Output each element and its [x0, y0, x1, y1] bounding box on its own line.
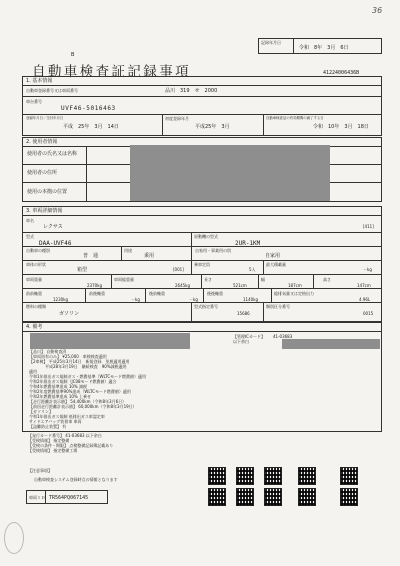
base-location-label: 使用の本拠の位置: [27, 189, 68, 195]
card-number-value: 41-03683: [273, 334, 293, 339]
make-value: レクサス: [43, 224, 63, 230]
fuel-label: 燃料の種類: [26, 304, 46, 309]
remark-line: 【ガソリン】: [29, 409, 53, 414]
expiry-value: 令和 10年 3月 18日: [313, 124, 369, 130]
section-4-title: 4. 備考: [26, 324, 43, 330]
qr-code-icon: [208, 467, 226, 485]
private-label: 自家用・事業用の別: [195, 248, 231, 253]
page-title: 自動車検査証記録事項: [32, 64, 191, 80]
model-label: 型式: [26, 234, 34, 239]
remark-line: 令和2年燃費基準達成 10% 上乗せ: [29, 394, 91, 399]
remark-line: 令和2年度燃費基準90%達成（WLTCモード燃費値）適用: [29, 389, 131, 394]
expiry-label: 自動車検査証の有効期間の満了する日: [266, 116, 324, 120]
front-axle-label: 前前軸重: [26, 291, 42, 296]
vin-value: UVF46-5016463: [61, 105, 116, 112]
remark-line: 【受検情報】 指定整備工場: [28, 448, 78, 453]
remark-line: 令和2年排出ガス規制（JC08モード燃費値）適合: [29, 379, 117, 384]
height-label: 高さ: [323, 277, 331, 282]
vehicle-id-box: [26, 490, 108, 504]
displacement-label: 総排気量又は定格出力: [274, 291, 314, 296]
redacted-user-info: [130, 145, 330, 201]
section-vehicle-detail: [22, 206, 382, 322]
record-date-box: [258, 38, 382, 54]
remarks-list-continued: [28, 433, 113, 453]
remark-line: 適用: [29, 369, 37, 374]
first-reg2-value: 平成25年 3月: [195, 124, 230, 130]
first-reg-label: 登録年月日／交付年月日: [26, 116, 64, 120]
rear-front-label: 後前軸重: [149, 291, 165, 296]
notes-title: 【注意事項】: [28, 468, 52, 473]
gross-value: 2645kg: [175, 283, 191, 288]
make-label: 車名: [26, 218, 34, 223]
qr-code-icon: [264, 488, 282, 506]
card-number-note: 以下余白: [233, 339, 249, 344]
redacted-remark-right: [282, 339, 380, 349]
reg-number-label: 自動車登録番号又は車両番号: [26, 88, 78, 93]
fuel-value: ガソリン: [59, 311, 80, 317]
body-value: 箱型: [77, 267, 88, 273]
qr-code-icon: [340, 467, 358, 485]
section-2-title: 2. 使用者情報: [26, 139, 58, 145]
remark-line: 令和4年燃費基準達成 10% 減税: [29, 384, 87, 389]
remark-line: 【受検の条件・期限】 点検整備記録簿記載あり: [28, 443, 114, 448]
remark-line: 【車両固有のみ】 ¥25,000 車検検査適用: [29, 354, 107, 359]
title-mark: B: [71, 52, 75, 58]
rear-front-value: －kg: [189, 297, 198, 302]
record-date-label: 記録年月日: [261, 40, 281, 45]
category-label: 類別区分番号: [266, 304, 290, 309]
qr-code-icon: [236, 467, 254, 485]
width-value: 187cm: [288, 283, 302, 288]
punch-hole-mark: [4, 522, 24, 554]
card-number-label: 【管理ICカード】: [233, 334, 265, 339]
use-value: 乗用: [144, 253, 155, 259]
category-value: 0015: [363, 311, 374, 316]
notes-text: 自動車検査システム登録時点の情報となります: [34, 477, 118, 482]
first-reg2-label: 初度登録年月: [165, 116, 189, 121]
remark-line: 【盗難防止装置】 有: [29, 424, 67, 429]
vin-label: 車台番号: [26, 99, 42, 104]
user-name-label: 使用者の氏名又は名称: [27, 151, 78, 157]
remark-line: 【前回走行距離計表示値】 60,000km（令和8年3月19日）: [29, 404, 137, 409]
type-no-label: 型式指定番号: [194, 304, 218, 309]
qr-code-icon: [208, 488, 226, 506]
qr-code-icon: [298, 467, 316, 485]
length-label: 長さ: [204, 277, 212, 282]
max-load-label: 最大積載量: [266, 262, 286, 267]
doc-number: 41224006436B: [323, 70, 360, 76]
qr-code-icon: [264, 467, 282, 485]
use-label: 用途: [124, 248, 132, 253]
reg-number-value: 品川 319 せ 2000: [165, 88, 218, 94]
kind-label: 自動車の種別: [26, 248, 50, 253]
remark-line: 【2車検】 平成25年3月14日 新規登録 免税適用適用: [29, 359, 130, 364]
user-addr-label: 使用者の住所: [27, 170, 58, 176]
engine-label: 原動機の型式: [194, 234, 218, 239]
remark-line: 平成28年3月19日 継続検査 90%減税適用: [29, 364, 127, 369]
qr-code-icon: [236, 488, 254, 506]
make-code: [411]: [363, 224, 374, 229]
max-load-value: －kg: [363, 267, 372, 272]
gross-label: 車両総重量: [114, 277, 134, 282]
first-reg-value: 平成 25年 3月 14日: [63, 124, 119, 130]
type-no-value: 15686: [237, 311, 250, 316]
weight-label: 車両重量: [26, 277, 42, 282]
height-value: 147cm: [357, 283, 371, 288]
front-axle-value: 1230kg: [53, 297, 69, 302]
rear-axle-value: 1140kg: [243, 297, 259, 302]
remark-line: 【発行カード番号】 41-03683 以下余白: [28, 433, 102, 438]
qr-code-icon: [298, 488, 316, 506]
length-value: 521cm: [233, 283, 247, 288]
remark-line: 【走行距離計表示値】 54,400km（令和8年3月6日）: [29, 399, 127, 404]
width-label: 幅: [261, 277, 265, 282]
section-3-title: 3. 車両詳細情報: [26, 208, 63, 214]
vehicle-id-label: 車両ＩＤ: [29, 495, 45, 500]
remark-line: 【品川】 自動検査済: [29, 349, 67, 354]
vehicle-id-value: TR564PQ067145: [49, 495, 89, 501]
capacity-label: 乗車定員: [194, 262, 210, 267]
section-1-title: 1. 基本情報: [26, 78, 53, 84]
front2-label: 前後軸重: [89, 291, 105, 296]
kind-value: 普 通: [83, 253, 99, 259]
engine-value: 2UR-1KM: [235, 240, 261, 247]
front2-value: －kg: [131, 297, 140, 302]
record-date-value: 令和 8年 3月 6日: [299, 45, 349, 51]
remarks-list: [29, 349, 146, 429]
remark-line: 令和1年排出ガス規制 低排出ガス車認定車: [29, 414, 105, 419]
remark-line: サイドエアバッグ装着車 車両: [29, 419, 82, 424]
remark-line: 【受検情報】 指定整備: [28, 438, 70, 443]
remark-line: 令和1年排出ガス規制ガス・燃費基準（WLTCモード燃費値）適用: [29, 374, 147, 379]
weight-value: 2370kg: [87, 283, 103, 288]
section-basic-info: [22, 76, 382, 136]
private-value: 自家用: [265, 253, 281, 259]
model-value: DAA-UVF46: [39, 240, 72, 247]
body-code: [001]: [173, 267, 184, 272]
page-number: 36: [372, 6, 383, 15]
capacity-value: 5人: [249, 267, 256, 272]
displacement-value: 4.96L: [359, 297, 371, 302]
body-label: 車体の形状: [26, 262, 46, 267]
rear-axle-label: 後後軸重: [207, 291, 223, 296]
qr-code-icon: [340, 488, 358, 506]
redacted-remark: [30, 333, 190, 349]
